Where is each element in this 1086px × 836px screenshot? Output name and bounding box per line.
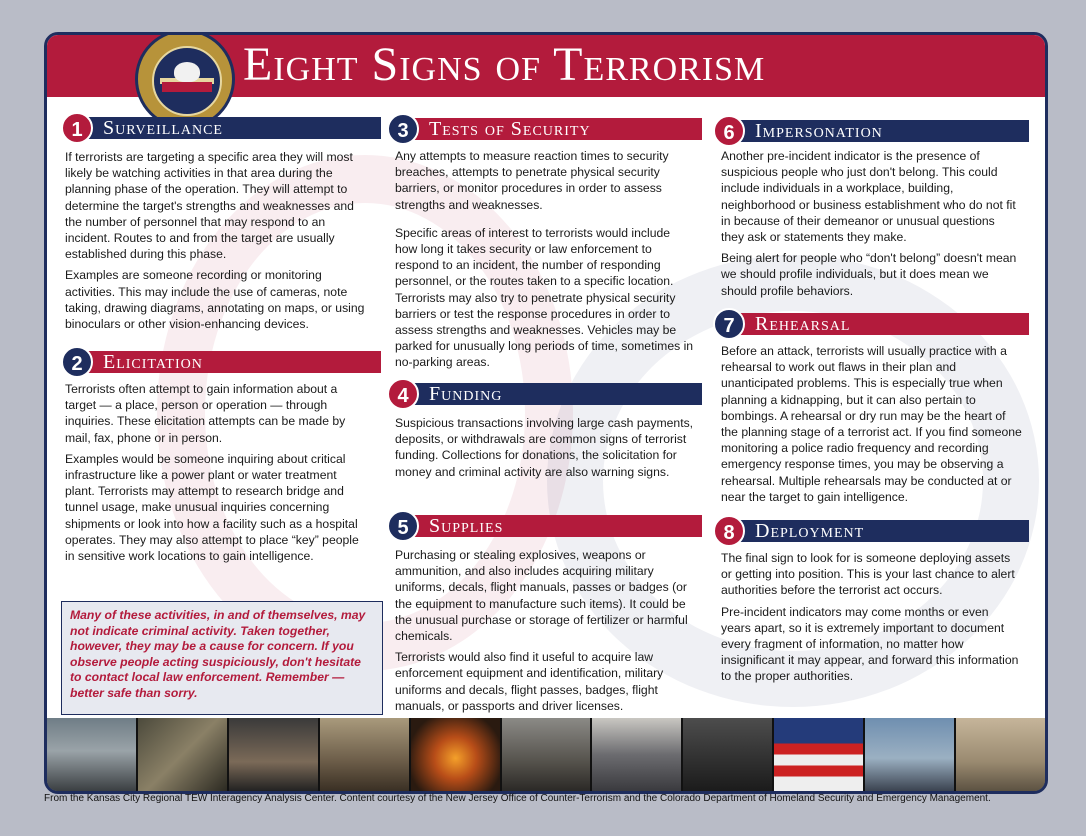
section-header (713, 520, 1029, 542)
eagle-icon (174, 62, 200, 82)
section-header (387, 118, 702, 140)
section-number: 8 (713, 515, 745, 547)
paragraph: Suspicious transactions involving large cash payments, deposits, or withdrawals are common signs of terrorist funding. Collections for donations, the solicitation for money and criminal activity are also warning signs. (395, 416, 694, 479)
section-header (713, 120, 1029, 142)
paragraph: Terrorists would also find it useful to acquire law enforcement equipment and identification, military uniforms and decals, flight passes, badges, flight manuals, or passports and driver licenses. (395, 650, 664, 713)
page-title: Eight Signs of Terrorism (243, 38, 766, 91)
section-body (721, 550, 1021, 690)
soldier-rifle-photo (138, 718, 229, 791)
photo-strip (47, 718, 1045, 791)
paragraph: Any attempts to measure reaction times to security breaches, attempts to penetrate physical security barriers, or monitor procedures in order to assess strengths and weaknesses. (395, 149, 669, 212)
paragraph: Specific areas of interest to terrorists would include how long it takes security or law enforcement to respond to an incident, the number of responding personnel, or the routes taken to a specific location. Terrorists may also try to penetrate physical security barriers or test the response procedures in order to assess strengths and weaknesses. Vehicles may be parked for unusually long periods of time, sometimes in no-parking areas. (395, 225, 694, 370)
section-body (65, 381, 365, 569)
debris-photo (502, 718, 593, 791)
section-header (61, 117, 381, 139)
paragraph: Pre-incident indicators may come months or even years apart, so it is extremely important to document every fragment of information, no matter how insignificant it may appear, and forward this information to the proper authorities. (721, 604, 1019, 684)
section-title: Supplies (429, 515, 504, 537)
seal-inner (152, 46, 222, 116)
section-number: 6 (713, 115, 745, 147)
paragraph: Another pre-incident indicator is the presence of suspicious people who just don't belong. This could include individuals in a workplace, building, neighborhood or business establishment who do not fit in because of their demeanor or unusual questions they ask or statements they make. (721, 149, 1016, 245)
section-number: 2 (61, 346, 93, 378)
section-title: Surveillance (103, 117, 223, 139)
section-body (721, 148, 1021, 304)
section-title: Elicitation (103, 351, 203, 373)
credit-line: From the Kansas City Regional TEW Interagency Analysis Center. Content courtesy of the New Jersey Office of Counter-Terrorism and the Colorado Department of Homeland Security and Emergency Management. (44, 793, 991, 804)
american-flag-photo (774, 718, 865, 791)
paragraph: If terrorists are targeting a specific area they will most likely be watching activities in that area during the planning phase of the operation. They will attempt to determine the target's strengths and weaknesses and the number of personnel that may respond to an incident. Routes to and from the target are usually established during this phase. (65, 150, 354, 262)
section-body (395, 415, 695, 485)
section-body (65, 149, 365, 337)
section-body (395, 148, 695, 376)
protest-crowd-photo (592, 718, 683, 791)
helicopter-photo (956, 718, 1045, 791)
section-title: Deployment (755, 520, 865, 542)
twin-towers-photo (865, 718, 956, 791)
paragraph: Before an attack, terrorists will usually practice with a rehearsal to work out flaws in their plan and unanticipated problems. This is especially true when planning a kidnapping, but it can also pertain to bombings. A rehearsal or dry run may be the heart of the planning stage of a terrorist act. If you find someone monitoring a police radio frequency and recording emergency response times, you may be observing a rehearsal. Multiple rehearsals may be conducted at or near the target to gain intelligence. (721, 344, 1022, 504)
section-title: Rehearsal (755, 313, 851, 335)
section-body (395, 547, 695, 719)
section-title: Impersonation (755, 120, 883, 142)
section-header (713, 313, 1029, 335)
section-number: 1 (61, 112, 93, 144)
paragraph: The final sign to look for is someone deploying assets or getting into position. This is your last chance to alert authorities before the terrorist act occurs. (721, 551, 1015, 598)
ruined-building-photo (320, 718, 411, 791)
section-number: 7 (713, 308, 745, 340)
seal-ribbon (162, 82, 212, 92)
section-title: Funding (429, 383, 503, 405)
section-body (721, 343, 1023, 510)
paragraph: Terrorists often attempt to gain information about a target — a place, person or operation — through inquiries. These elicitation attempts can be made by mail, fax, phone or in person. (65, 382, 346, 445)
seal-logo (135, 32, 235, 129)
poster (44, 32, 1048, 794)
section-number: 4 (387, 378, 419, 410)
masked-gunman-photo (683, 718, 774, 791)
paragraph: Examples are someone recording or monitoring activities. This may include the use of cameras, note taking, drawing diagrams, annotating on maps, or using binoculars or other vision-enhancing devices. (65, 268, 365, 332)
paragraph: Examples would be someone inquiring about critical infrastructure like a power plant or water treatment plant. Terrorists may attempt to research bridge and tunnel usage, make unusual inquiries concerning shipments or look into how a facility such as a hospital operates. They may also attempt to place “key” people in sensitive work locations to gain intelligence. (65, 451, 359, 564)
paragraph: Purchasing or stealing explosives, weapons or ammunition, and also includes acquiring military uniforms, decals, flight manuals, passes or badges (or the equipment to manufacture such items). It could be the unusual purchase or storage of fertilizer or harmful chemicals. (395, 548, 688, 644)
paragraph: Being alert for people who “don't belong” doesn't mean we should profile individuals, but it does mean we should profile behaviors. (721, 251, 1017, 298)
section-number: 3 (387, 113, 419, 145)
section-header (61, 351, 381, 373)
burning-bus-photo (411, 718, 502, 791)
caution-note: Many of these activities, in and of themselves, may not indicate criminal activity. Taken together, however, they may be a cause for concern. If you observe people acting suspiciously, don't hesitate to contact local law enforcement. Remember — better safe than sorry. (61, 601, 383, 715)
hand-phone-photo (229, 718, 320, 791)
section-title: Tests of Security (429, 118, 591, 140)
section-number: 5 (387, 510, 419, 542)
section-header (387, 383, 702, 405)
section-header (387, 515, 702, 537)
traffic-photo (47, 718, 138, 791)
